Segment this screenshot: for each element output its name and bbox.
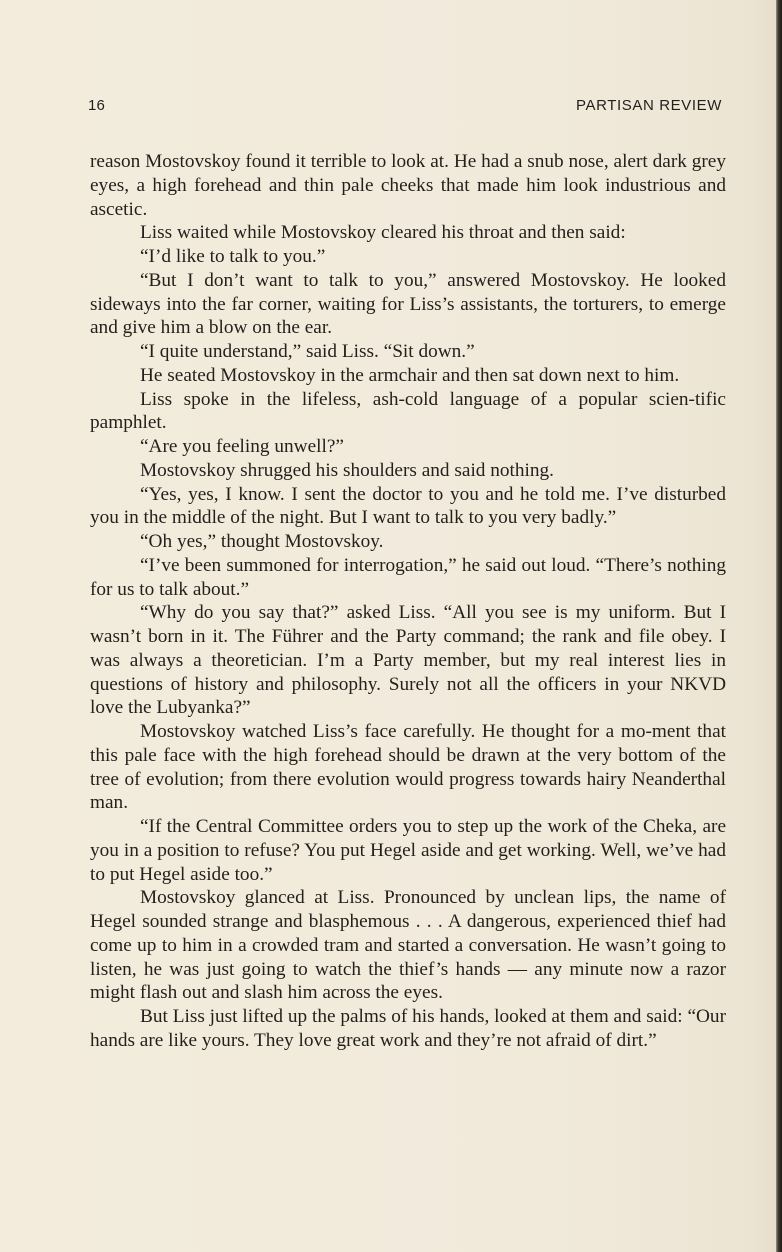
- paragraph: “I’ve been summoned for interrogation,” he said out loud. “There’s nothing for us to talk about.”: [90, 554, 726, 600]
- paragraph: Liss spoke in the lifeless, ash-cold language of a popular scien-tific pamphlet.: [90, 388, 726, 434]
- paragraph: “Are you feeling unwell?”: [140, 436, 344, 457]
- paragraph: But Liss just lifted up the palms of his hands, looked at them and said: “Our hands are like yours. They love great work and they’re not afraid of dirt.”: [90, 1006, 726, 1051]
- page-number: 16: [88, 97, 106, 114]
- paragraph: “Oh yes,” thought Mostovskoy.: [140, 531, 384, 552]
- running-head: PARTISAN REVIEW: [576, 97, 722, 114]
- paragraph: “I quite understand,” said Liss. “Sit down.”: [140, 341, 475, 362]
- paragraph: “I’d like to talk to you.”: [140, 246, 326, 267]
- paragraph: “Yes, yes, I know. I sent the doctor to you and he told me. I’ve disturbed you in the middle of the night. But I want to talk to you very badly.”: [90, 483, 726, 529]
- page-edge-shadow: [776, 0, 782, 1252]
- paragraph: Liss waited while Mostovskoy cleared his throat and then said:: [140, 222, 626, 244]
- paragraph: Mostovskoy watched Liss’s face carefully. He thought for a mo-ment that this pale face with the high forehead should be drawn at the very bottom of the tree of evolution; from there evolution would progress towards hairy Neanderthal man.: [90, 721, 726, 814]
- paragraph: “Why do you say that?” asked Liss. “All you see is my uniform. But I wasn’t born in it. The Führer and the Party command; the rank and file obey. I was always a theoretician. I’m a Party member, but my real interest lies in questions of history and philosophy. Surely not all the officers in your NKVD love the Lubyanka?”: [90, 602, 726, 719]
- paragraph: reason Mostovskoy found it terrible to look at. He had a snub nose, alert dark grey eyes, a high forehead and thin pale cheeks that made him look industrious and ascetic.: [90, 151, 726, 220]
- paragraph: “But I don’t want to talk to you,” answered Mostovskoy. He looked sideways into the far corner, waiting for Liss’s assistants, the torturers, to emerge and give him a blow on the ear.: [90, 269, 726, 339]
- page-header: [88, 97, 722, 117]
- paragraph: Mostovskoy glanced at Liss. Pronounced by unclean lips, the name of Hegel sounded strange and blasphemous . . . A dangerous, experienced thief had come up to him in a crowded tram and started a conversation. He wasn’t going to listen, he was just going to watch the thief’s hands — any minute now a razor might flash out and slash him across the eyes.: [90, 887, 726, 1004]
- body-text: [90, 150, 726, 1053]
- paragraph: He seated Mostovskoy in the armchair and then sat down next to him.: [140, 364, 680, 386]
- paragraph: “If the Central Committee orders you to step up the work of the Cheka, are you in a position to refuse? You put Hegel aside and get working. Well, we’ve had to put Hegel aside too.”: [90, 816, 726, 885]
- paragraph: Mostovskoy shrugged his shoulders and said nothing.: [140, 459, 555, 481]
